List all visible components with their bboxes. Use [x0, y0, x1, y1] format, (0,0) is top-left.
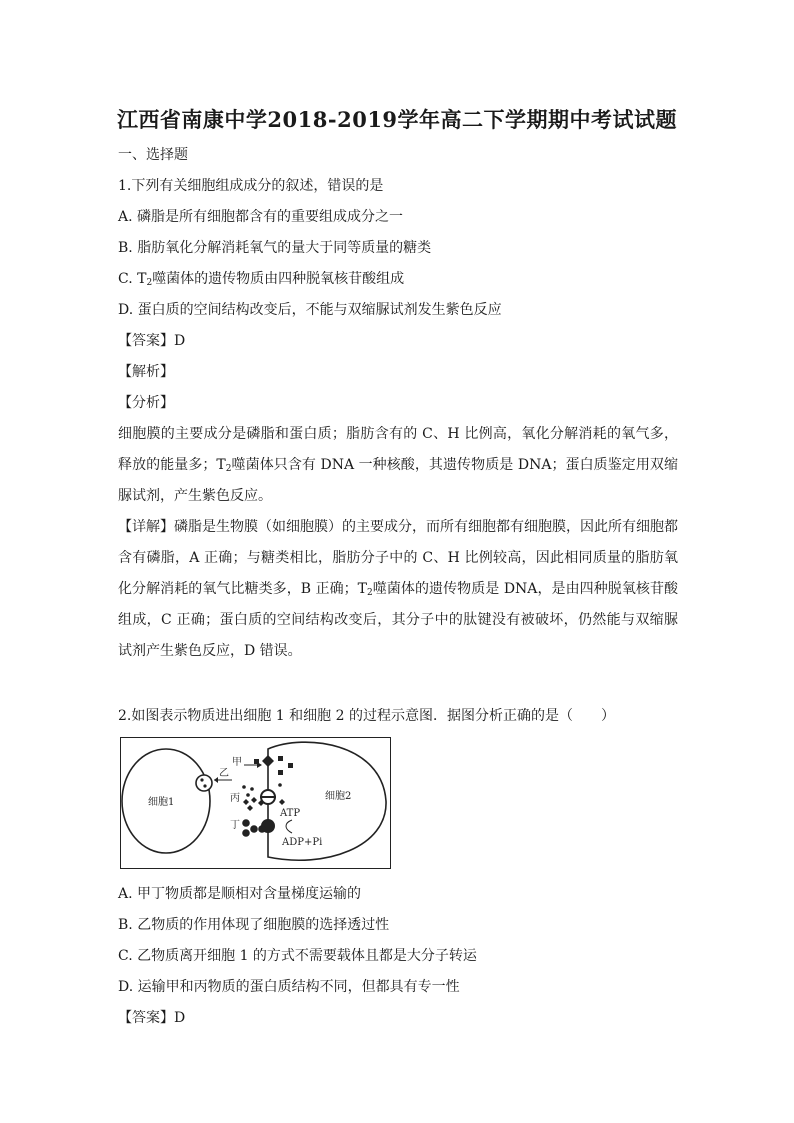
q1-option-b: B. 脂肪氧化分解消耗氧气的量大于同等质量的糖类	[118, 240, 432, 256]
vesicle-dot	[200, 778, 203, 781]
bing-label: 丙	[230, 793, 240, 804]
ding-label: 丁	[230, 820, 240, 831]
q2-option-c: C. 乙物质离开细胞 1 的方式不需要载体且都是大分子转运	[118, 948, 477, 964]
cell1-label: 细胞1	[148, 797, 175, 808]
ding-particle	[258, 825, 266, 833]
q1-stem: 1.下列有关细胞组成成分的叙述，错误的是	[118, 178, 384, 194]
q1-analysis-paragraph	[118, 419, 678, 512]
yi-label: 乙	[219, 768, 229, 779]
q2-option-a: A. 甲丁物质都是顺相对含量梯度运输的	[118, 886, 362, 902]
q1-answer: 【答案】D	[118, 333, 186, 349]
jia-particle	[278, 770, 283, 775]
cell2-label: 细胞2	[325, 791, 352, 802]
q1-analysis-subscript: 2	[225, 464, 232, 474]
yi-particle	[246, 793, 250, 797]
q1-jiexi-heading: 【解析】	[118, 364, 174, 380]
q1-analysis-text-2: 噬菌体只含有 DNA 一种核酸，其遗传物质是 DNA；蛋白质鉴定用双缩脲试剂，产生紫色反应。	[118, 457, 678, 504]
vesicle	[196, 775, 212, 791]
adp-label: ADP+Pi	[282, 837, 323, 848]
q2-option-d: D. 运输甲和丙物质的蛋白质结构不同，但都具有专一性	[118, 979, 460, 995]
section-heading: 一、选择题	[118, 147, 188, 163]
ding-particle	[242, 829, 250, 837]
q1-option-d: D. 蛋白质的空间结构改变后，不能与双缩脲试剂发生紫色反应	[118, 302, 502, 318]
atp-label: ATP	[280, 808, 301, 819]
q2-option-b: B. 乙物质的作用体现了细胞膜的选择透过性	[118, 917, 390, 933]
q1-detail-text-2: 噬菌体的遗传物质是 DNA，是由四种脱氧核苷酸组成，C 正确；蛋白质的空间结构改变后，其分子中的肽键没有被破坏，仍然能与双缩脲试剂产生紫色反应，D 错误。	[118, 581, 678, 659]
q1-detail-subscript: 2	[367, 588, 373, 598]
q1-detail-paragraph	[118, 512, 678, 667]
q2-answer: 【答案】D	[118, 1010, 186, 1026]
yi-particle	[242, 785, 246, 789]
q1-option-c-subscript: 2	[146, 278, 153, 288]
q1-option-c-prefix: C. T	[118, 271, 147, 287]
q2-stem: 2.如图表示物质进出细胞 1 和细胞 2 的过程示意图．据图分析正确的是（ ）	[118, 708, 615, 724]
vesicle-dot	[203, 784, 206, 787]
yi-particle	[278, 783, 282, 787]
ding-particle	[242, 819, 250, 827]
q1-option-c	[118, 270, 404, 288]
jia-particle	[254, 759, 259, 764]
q1-option-a: A. 磷脂是所有细胞都含有的重要组成成分之一	[118, 209, 404, 225]
q1-fenxi-heading: 【分析】	[118, 395, 174, 411]
cell-transport-diagram	[120, 737, 392, 869]
jia-particle	[278, 756, 283, 761]
yi-particle	[250, 787, 254, 791]
jia-particle	[288, 763, 293, 768]
q1-option-c-text: 噬菌体的遗传物质由四种脱氧核苷酸组成	[152, 271, 405, 287]
ding-particle	[250, 825, 258, 833]
jia-label: 甲	[232, 757, 242, 768]
page-title: 江西省南康中学2018-2019学年高二下学期期中考试试题	[116, 107, 678, 132]
q1-detail-text-1: 【详解】磷脂是生物膜（如细胞膜）的主要成分，而所有细胞都有细胞膜，因此所有细胞都含有磷脂，A 正确；与糖类相比，脂肪分子中的 C、H 比例较高，因此相同质量的脂肪氧化分解消耗的氧气比糖类多，B 正确；T	[118, 519, 678, 597]
q1-analysis-text-1: 细胞膜的主要成分是磷脂和蛋白质；脂肪含有的 C、H 比例高，氧化分解消耗的氧气多，释放的能量多；T	[118, 426, 678, 473]
